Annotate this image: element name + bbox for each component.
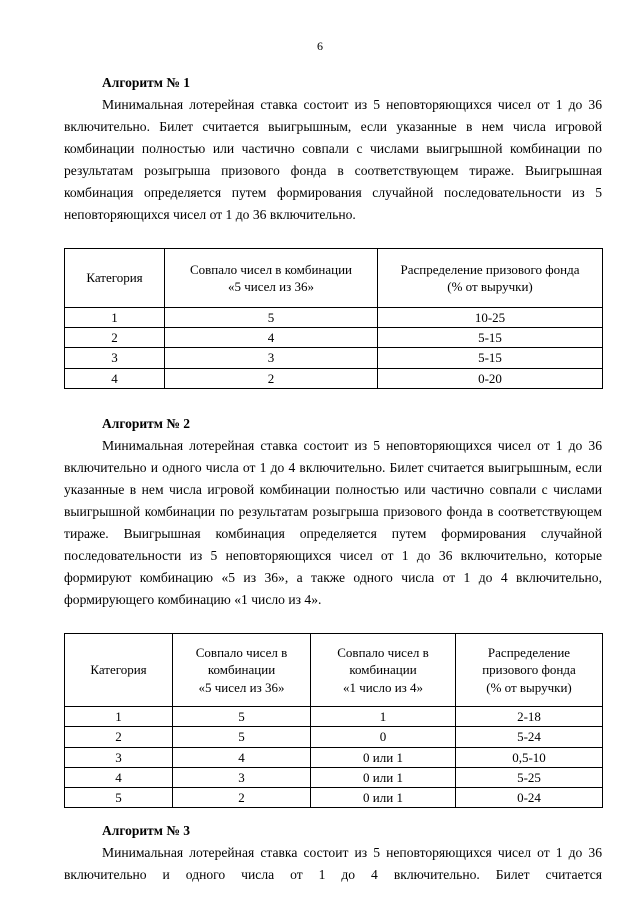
spacer-after-table-1 (64, 389, 602, 415)
table-row (65, 747, 603, 767)
table-1-body (65, 307, 603, 388)
section-algorithm-1 (64, 74, 602, 226)
header-line: Распределение (487, 645, 571, 661)
table-1-header-category (65, 248, 165, 307)
cell-category: 4 (65, 368, 165, 388)
table-1-header-matched-5of36 (165, 248, 378, 307)
cell-prize-share: 10-25 (378, 307, 603, 327)
header-line: (% от выручки) (447, 278, 533, 294)
cell-category: 3 (65, 348, 165, 368)
prize-distribution-table-2 (64, 633, 603, 808)
section-heading-3: Алгоритм № 3 (102, 823, 191, 839)
spacer-before-table-1 (64, 226, 602, 248)
section-paragraph-1: Минимальная лотерейная ставка состоит из 5 неповторяющихся чисел от 1 до 36 включительно. Билет считается выигрышным, если указанные в нем числа игровой комбинации полностью или частично совпали с числами выигрышной комбинации по результатам розыгрыша призового фонда в соответствующем тираже. Выигрышная комбинация определяется путем формирования случайной последовательности из 5 неповторяющихся чисел от 1 до 36 включительно. (64, 96, 602, 222)
cell-matched-5of36: 2 (173, 788, 311, 808)
table-2-header-category (65, 633, 173, 706)
header-line: призового фонда (482, 662, 576, 678)
table-row (65, 706, 603, 726)
prize-distribution-table-1 (64, 248, 603, 389)
header-line: Категория (86, 270, 143, 286)
cell-prize-share: 5-24 (456, 727, 603, 747)
header-line: Совпало чисел в (337, 645, 429, 661)
table-1-head (65, 248, 603, 307)
header-line: «1 число из 4» (342, 679, 424, 695)
cell-prize-share: 5-25 (456, 767, 603, 787)
header-line: Совпало чисел в комбинации (189, 261, 352, 277)
page-content (64, 74, 602, 905)
header-line: комбинации (207, 662, 276, 678)
table-2-header-prize-share (456, 633, 603, 706)
cell-matched-5of36: 4 (173, 747, 311, 767)
section-paragraph-2: Минимальная лотерейная ставка состоит из 5 неповторяющихся чисел от 1 до 36 включительно и одного числа от 1 до 4 включительно. Билет считается выигрышным, если указанные в нем числа игровой комбинации полностью или частично совпали с числами выигрышной комбинации по результатам розыгрыша призового фонда в соответствующем тираже. Выигрышная комбинация определяется путем формирования случайной последовательности из 5 неповторяющихся чисел от 1 до 36 включительно, которые формируют комбинацию «5 из 36», а также одного числа от 1 до 4 включительно, формирующего комбинацию «1 число из 4». (64, 437, 602, 607)
cell-prize-share: 0-24 (456, 788, 603, 808)
cell-prize-share: 5-15 (378, 348, 603, 368)
header-line: «5 чисел из 36» (198, 679, 285, 695)
header-line: «5 чисел из 36» (227, 278, 315, 294)
table-2-header-matched-5of36 (173, 633, 311, 706)
section-algorithm-3 (64, 822, 602, 905)
table-row (65, 348, 603, 368)
cell-matched-1of4: 0 или 1 (311, 747, 456, 767)
section-paragraph-3: Минимальная лотерейная ставка состоит из 5 неповторяющихся чисел от 1 до 36 включительно и одного числа от 1 до 4 включительно. Билет считается (64, 845, 602, 883)
cell-category: 4 (65, 767, 173, 787)
spacer-before-table-2 (64, 611, 602, 633)
cell-matched: 5 (165, 307, 378, 327)
cell-matched-1of4: 0 или 1 (311, 788, 456, 808)
table-row (65, 788, 603, 808)
header-line: Совпало чисел в (195, 645, 288, 661)
section-heading-1: Алгоритм № 1 (102, 75, 191, 90)
header-line: комбинации (349, 662, 417, 678)
cell-category: 2 (65, 727, 173, 747)
table-row (65, 727, 603, 747)
cell-prize-share: 0-20 (378, 368, 603, 388)
cell-prize-share: 5-15 (378, 328, 603, 348)
table-header-row (65, 633, 603, 706)
table-2-header-matched-1of4 (311, 633, 456, 706)
table-2-body (65, 706, 603, 807)
page-number: 6 (317, 39, 323, 53)
header-line: (% от выручки) (486, 679, 572, 695)
table-row (65, 307, 603, 327)
cell-prize-share: 2-18 (456, 706, 603, 726)
cell-matched-5of36: 5 (173, 727, 311, 747)
section-algorithm-2 (64, 415, 602, 611)
cell-matched-5of36: 3 (173, 767, 311, 787)
table-row (65, 328, 603, 348)
cell-category: 3 (65, 747, 173, 767)
cell-category: 5 (65, 788, 173, 808)
cell-matched: 2 (165, 368, 378, 388)
table-row (65, 368, 603, 388)
section-heading-2: Алгоритм № 2 (102, 416, 191, 432)
header-line: Распределение призового фонда (400, 261, 580, 277)
cell-category: 1 (65, 307, 165, 327)
cell-matched-5of36: 5 (173, 706, 311, 726)
cell-matched-1of4: 0 (311, 727, 456, 747)
cell-category: 1 (65, 706, 173, 726)
cell-matched-1of4: 0 или 1 (311, 767, 456, 787)
spacer-after-table-2 (64, 808, 602, 822)
cell-category: 2 (65, 328, 165, 348)
header-line: Категория (90, 662, 147, 678)
cell-prize-share: 0,5-10 (456, 747, 603, 767)
table-header-row (65, 248, 603, 307)
cell-matched: 3 (165, 348, 378, 368)
cell-matched: 4 (165, 328, 378, 348)
table-row (65, 767, 603, 787)
cell-matched-1of4: 1 (311, 706, 456, 726)
table-2-head (65, 633, 603, 706)
table-1-header-prize-share (378, 248, 603, 307)
